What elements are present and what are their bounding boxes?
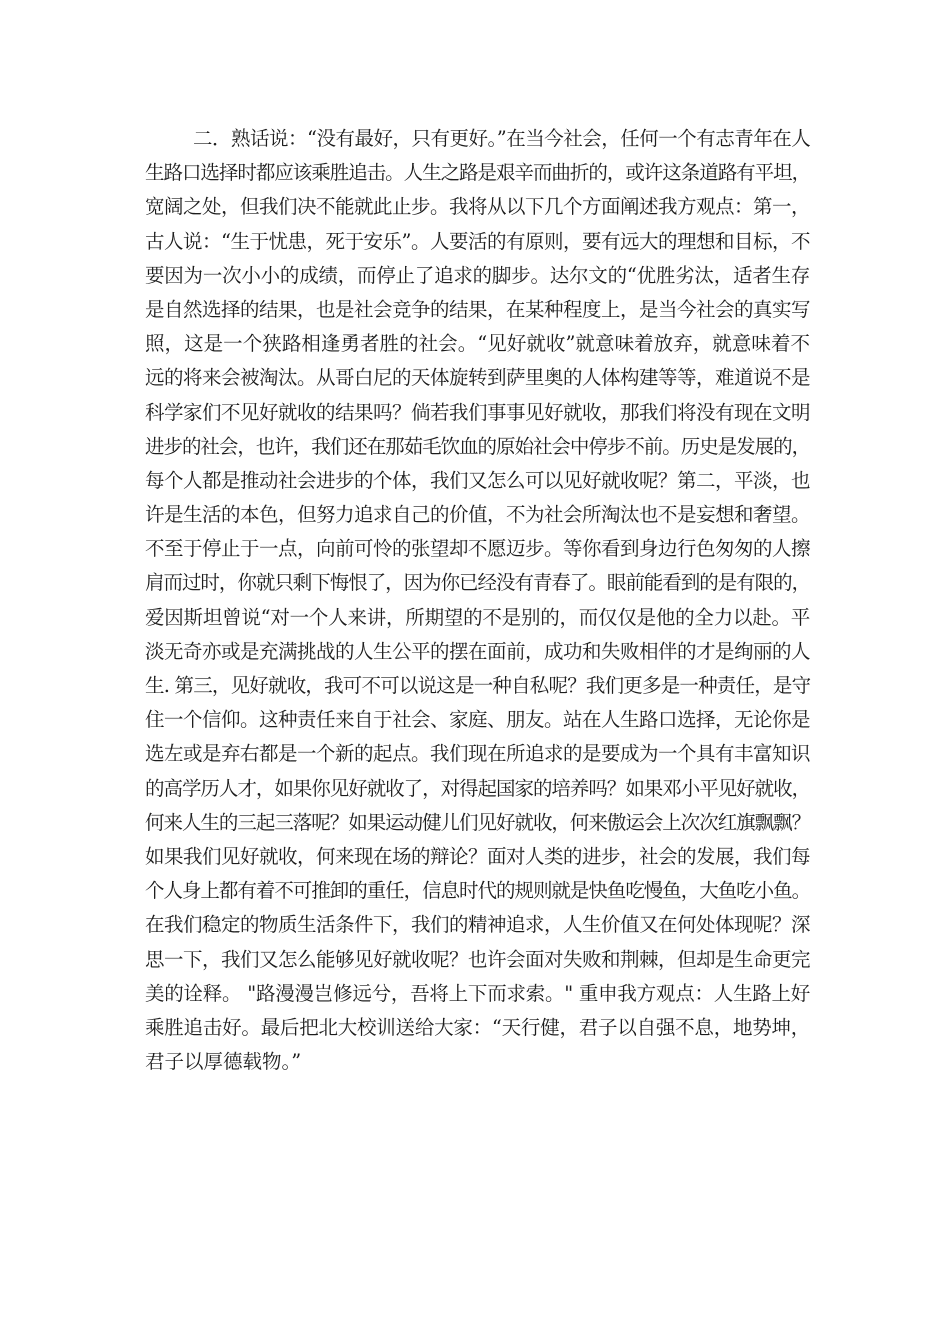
text-line: 选左或是弃右都是一个新的起点。我们现在所追求的是要成为一个具有丰富知识: [145, 742, 811, 766]
text-line: 君子以厚德载物。”: [145, 1050, 302, 1074]
essay-paragraph: [145, 122, 810, 1079]
text-line: 的高学历人才，如果你见好就收了，对得起国家的培养吗？如果邓小平见好就收，: [145, 776, 810, 800]
text-line: 如果我们见好就收，何来现在场的辩论？面对人类的进步，社会的发展，我们每: [145, 844, 811, 868]
text-line: 在我们稳定的物质生活条件下，我们的精神追求，人生价值又在何处体现呢？深: [145, 913, 811, 937]
text-line: 肩而过时，你就只剩下悔恨了，因为你已经没有青春了。眼前能看到的是有限的，: [145, 571, 810, 595]
text-line: 爱因斯坦曾说“对一个人来讲，所期望的不是别的，而仅仅是他的全力以赴。平: [145, 605, 810, 629]
text-line: 是自然选择的结果，也是社会竞争的结果，在某种程度上，是当今社会的真实写: [145, 297, 811, 321]
text-line: 远的将来会被淘汰。从哥白尼的天体旋转到萨里奥的人体构建等等，难道说不是: [145, 366, 811, 390]
text-line: 个人身上都有着不可推卸的重任，信息时代的规则就是快鱼吃慢鱼，大鱼吃小鱼。: [145, 879, 810, 903]
text-line: 宽阔之处，但我们决不能就此止步。我将从以下几个方面阐述我方观点：第一，: [145, 195, 811, 219]
text-line: 生. 第三，见好就收，我可不可以说这是一种自私呢？我们更多是一种责任，是守: [145, 674, 811, 697]
text-line: 乘胜追击好。最后把北大校训送给大家：“天行健，君子以自强不息，地势坤，: [145, 1015, 810, 1039]
text-line: 要因为一次小小的成绩，而停止了追求的脚步。达尔文的“优胜劣汰，适者生存: [145, 263, 810, 287]
text-line: 美的诠释。 "路漫漫岂修远兮，吾将上下而求索。" 重申我方观点：人生路上好: [145, 981, 810, 1005]
text-line: 思一下，我们又怎么能够见好就收呢？也许会面对失败和荆棘，但却是生命更完: [145, 947, 811, 971]
text-line: 许是生活的本色，但努力追求自己的价值，不为社会所淘汰也不是妄想和奢望。: [145, 503, 811, 527]
text-line: 二．熟话说：“没有最好，只有更好。”在当今社会，任何一个有志青年在人: [193, 127, 811, 150]
text-line: 科学家们不见好就收的结果吗？倘若我们事事见好就收，那我们将没有现在文明: [145, 400, 811, 424]
text-line: 不至于停止于一点，向前可怜的张望却不愿迈步。等你看到身边行色匆匆的人擦: [145, 537, 811, 561]
text-line: 淡无奇亦或是充满挑战的人生公平的摆在面前，成功和失败相伴的才是绚丽的人: [145, 639, 811, 663]
text-line: 进步的社会，也许，我们还在那茹毛饮血的原始社会中停步不前。历史是发展的，: [145, 434, 810, 458]
text-line: 每个人都是推动社会进步的个体，我们又怎么可以见好就收呢？第二，平淡，也: [145, 468, 811, 492]
text-line: 何来人生的三起三落呢？如果运动健儿们见好就收，何来傲运会上次次红旗飘飘？: [145, 810, 810, 834]
text-line: 古人说：“生于忧患，死于安乐”。人要活的有原则，要有远大的理想和目标，不: [145, 229, 810, 253]
text-line: 照，这是一个狭路相逢勇者胜的社会。“见好就收”就意味着放弃，就意味着不: [145, 332, 810, 356]
text-line: 住一个信仰。这种责任来自于社会、家庭、朋友。站在人生路口选择，无论你是: [145, 708, 811, 732]
text-line: 生路口选择时都应该乘胜追击。人生之路是艰辛而曲折的，或许这条道路有平坦，: [145, 161, 810, 185]
